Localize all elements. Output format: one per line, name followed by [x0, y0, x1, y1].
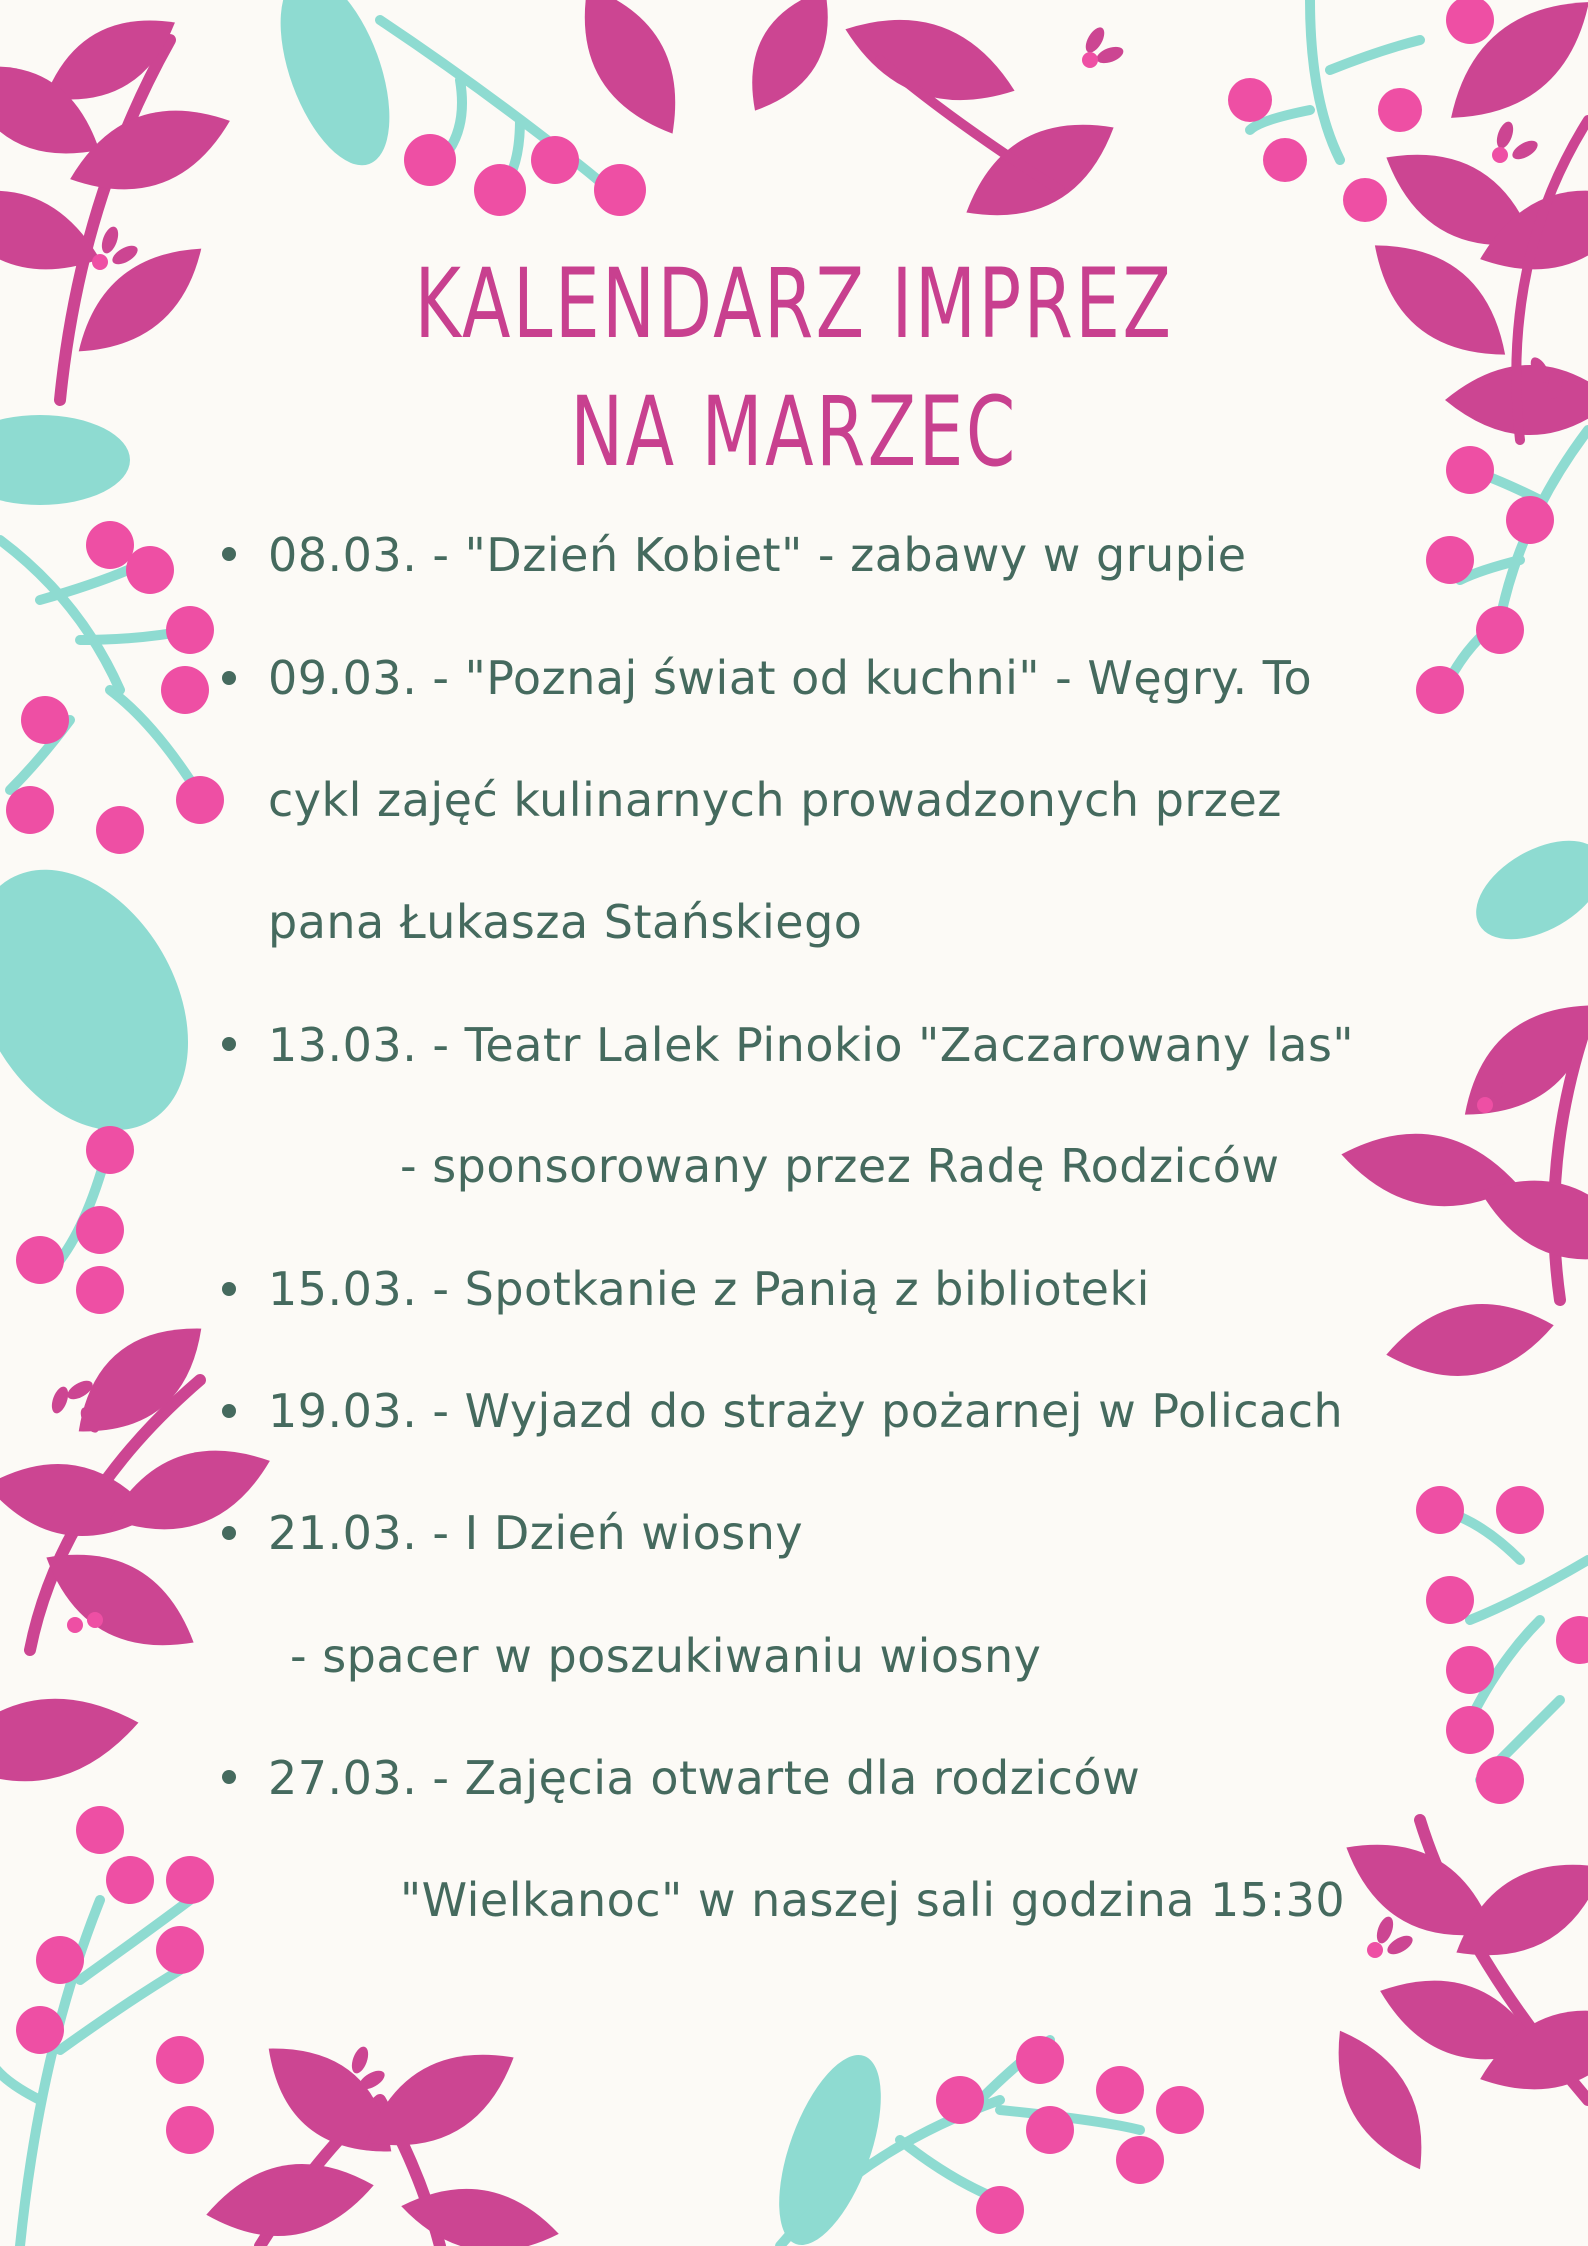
event-1-line-1: 08.03. - "Dzień Kobiet" - zabawy w grupie: [268, 528, 1247, 582]
bullet-icon: [222, 671, 236, 685]
bullet-icon: [222, 1770, 236, 1784]
event-3-line-2: - sponsorowany przez Radę Rodziców: [400, 1139, 1280, 1193]
event-5-line-1: 19.03. - Wyjazd do straży pożarnej w Policach: [268, 1384, 1344, 1438]
event-2-line-1: 09.03. - "Poznaj świat od kuchni" - Węgry. To: [268, 651, 1313, 705]
title-line-2: NA MARZEC: [570, 376, 1018, 488]
event-7-line-2: "Wielkanoc" w naszej sali godzina 15:30: [400, 1873, 1346, 1927]
event-3-line-1: 13.03. - Teatr Lalek Pinokio "Zaczarowany las": [268, 1018, 1355, 1072]
event-4-line-1: 15.03. - Spotkanie z Panią z biblioteki: [268, 1262, 1150, 1316]
bullet-icon: [222, 1037, 236, 1051]
title-line-1: KALENDARZ IMPREZ: [414, 248, 1174, 360]
bullet-icon: [222, 547, 236, 561]
bullet-icon: [222, 1404, 236, 1418]
event-6-line-2: - spacer w poszukiwaniu wiosny: [290, 1629, 1042, 1683]
event-7-line-1: 27.03. - Zajęcia otwarte dla rodziców: [268, 1751, 1141, 1805]
event-6-line-1: 21.03. - I Dzień wiosny: [268, 1506, 804, 1560]
event-2-line-2: cykl zajęć kulinarnych prowadzonych przez: [268, 773, 1282, 827]
bullet-icon: [222, 1526, 236, 1540]
bullet-icon: [222, 1282, 236, 1296]
event-2-line-3: pana Łukasza Stańskiego: [268, 895, 863, 949]
